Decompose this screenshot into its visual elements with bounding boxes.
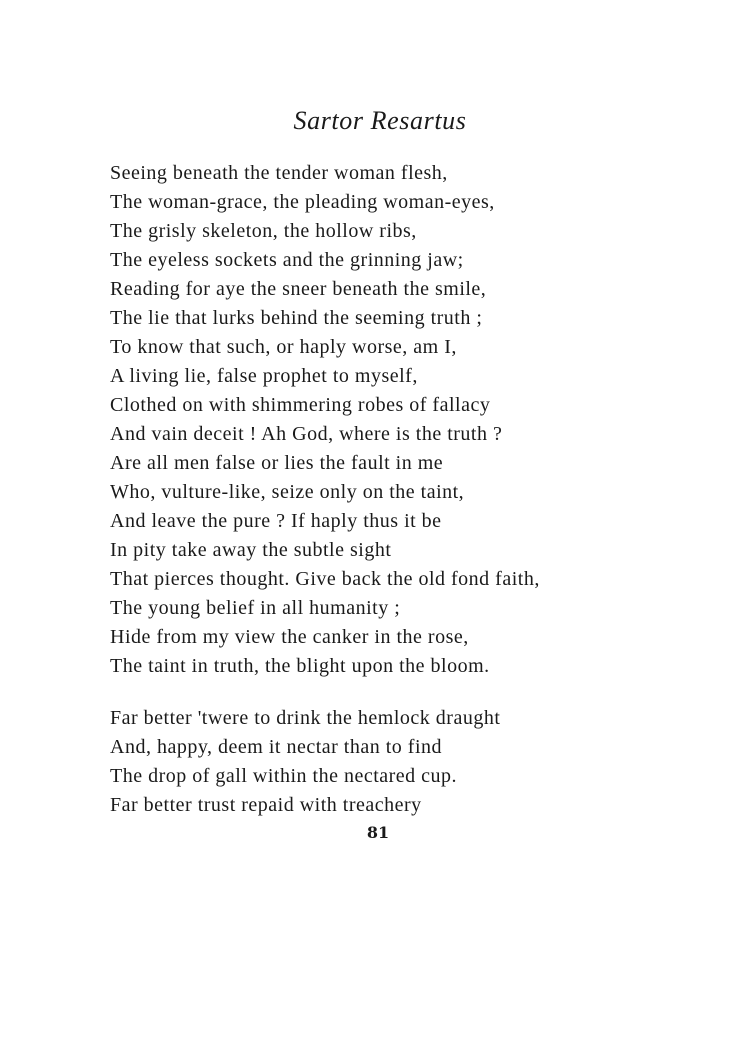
poem-line: The eyeless sockets and the grinning jaw; — [110, 249, 464, 271]
stanza-1 — [110, 159, 670, 681]
poem-line: The lie that lurks behind the seeming truth ; — [110, 307, 483, 329]
stanza-2 — [110, 704, 670, 820]
poem-line: Hide from my view the canker in the rose, — [110, 626, 469, 648]
poem-line: Seeing beneath the tender woman flesh, — [110, 162, 448, 184]
poem-line: The grisly skeleton, the hollow ribs, — [110, 220, 417, 242]
poem-line: And, happy, deem it nectar than to find — [110, 736, 442, 758]
poem-line: That pierces thought. Give back the old fond faith, — [110, 568, 540, 590]
poem-line: The young belief in all humanity ; — [110, 597, 401, 619]
poem-line: The drop of gall within the nectared cup. — [110, 765, 458, 787]
poem-line: The woman-grace, the pleading woman-eyes, — [110, 191, 495, 213]
running-title: Sartor Resartus — [293, 106, 467, 135]
poem-line: Reading for aye the sneer beneath the smile, — [110, 278, 487, 300]
poem-line: Far better 'twere to drink the hemlock draught — [110, 707, 501, 729]
poem-line: The taint in truth, the blight upon the bloom. — [110, 655, 490, 677]
poem-line: A living lie, false prophet to myself, — [110, 365, 418, 387]
poem-line: Who, vulture-like, seize only on the taint, — [110, 481, 465, 503]
poem-line: And vain deceit ! Ah God, where is the truth ? — [110, 423, 503, 445]
poem-line: To know that such, or haply worse, am I, — [110, 336, 457, 358]
poem-line: Are all men false or lies the fault in me — [110, 452, 444, 474]
poem-line: Far better trust repaid with treachery — [110, 794, 422, 816]
poem-line: In pity take away the subtle sight — [110, 539, 392, 561]
poem-line: And leave the pure ? If haply thus it be — [110, 510, 442, 532]
poem-line: Clothed on with shimmering robes of fallacy — [110, 394, 491, 416]
page-number: 81 — [366, 823, 390, 842]
